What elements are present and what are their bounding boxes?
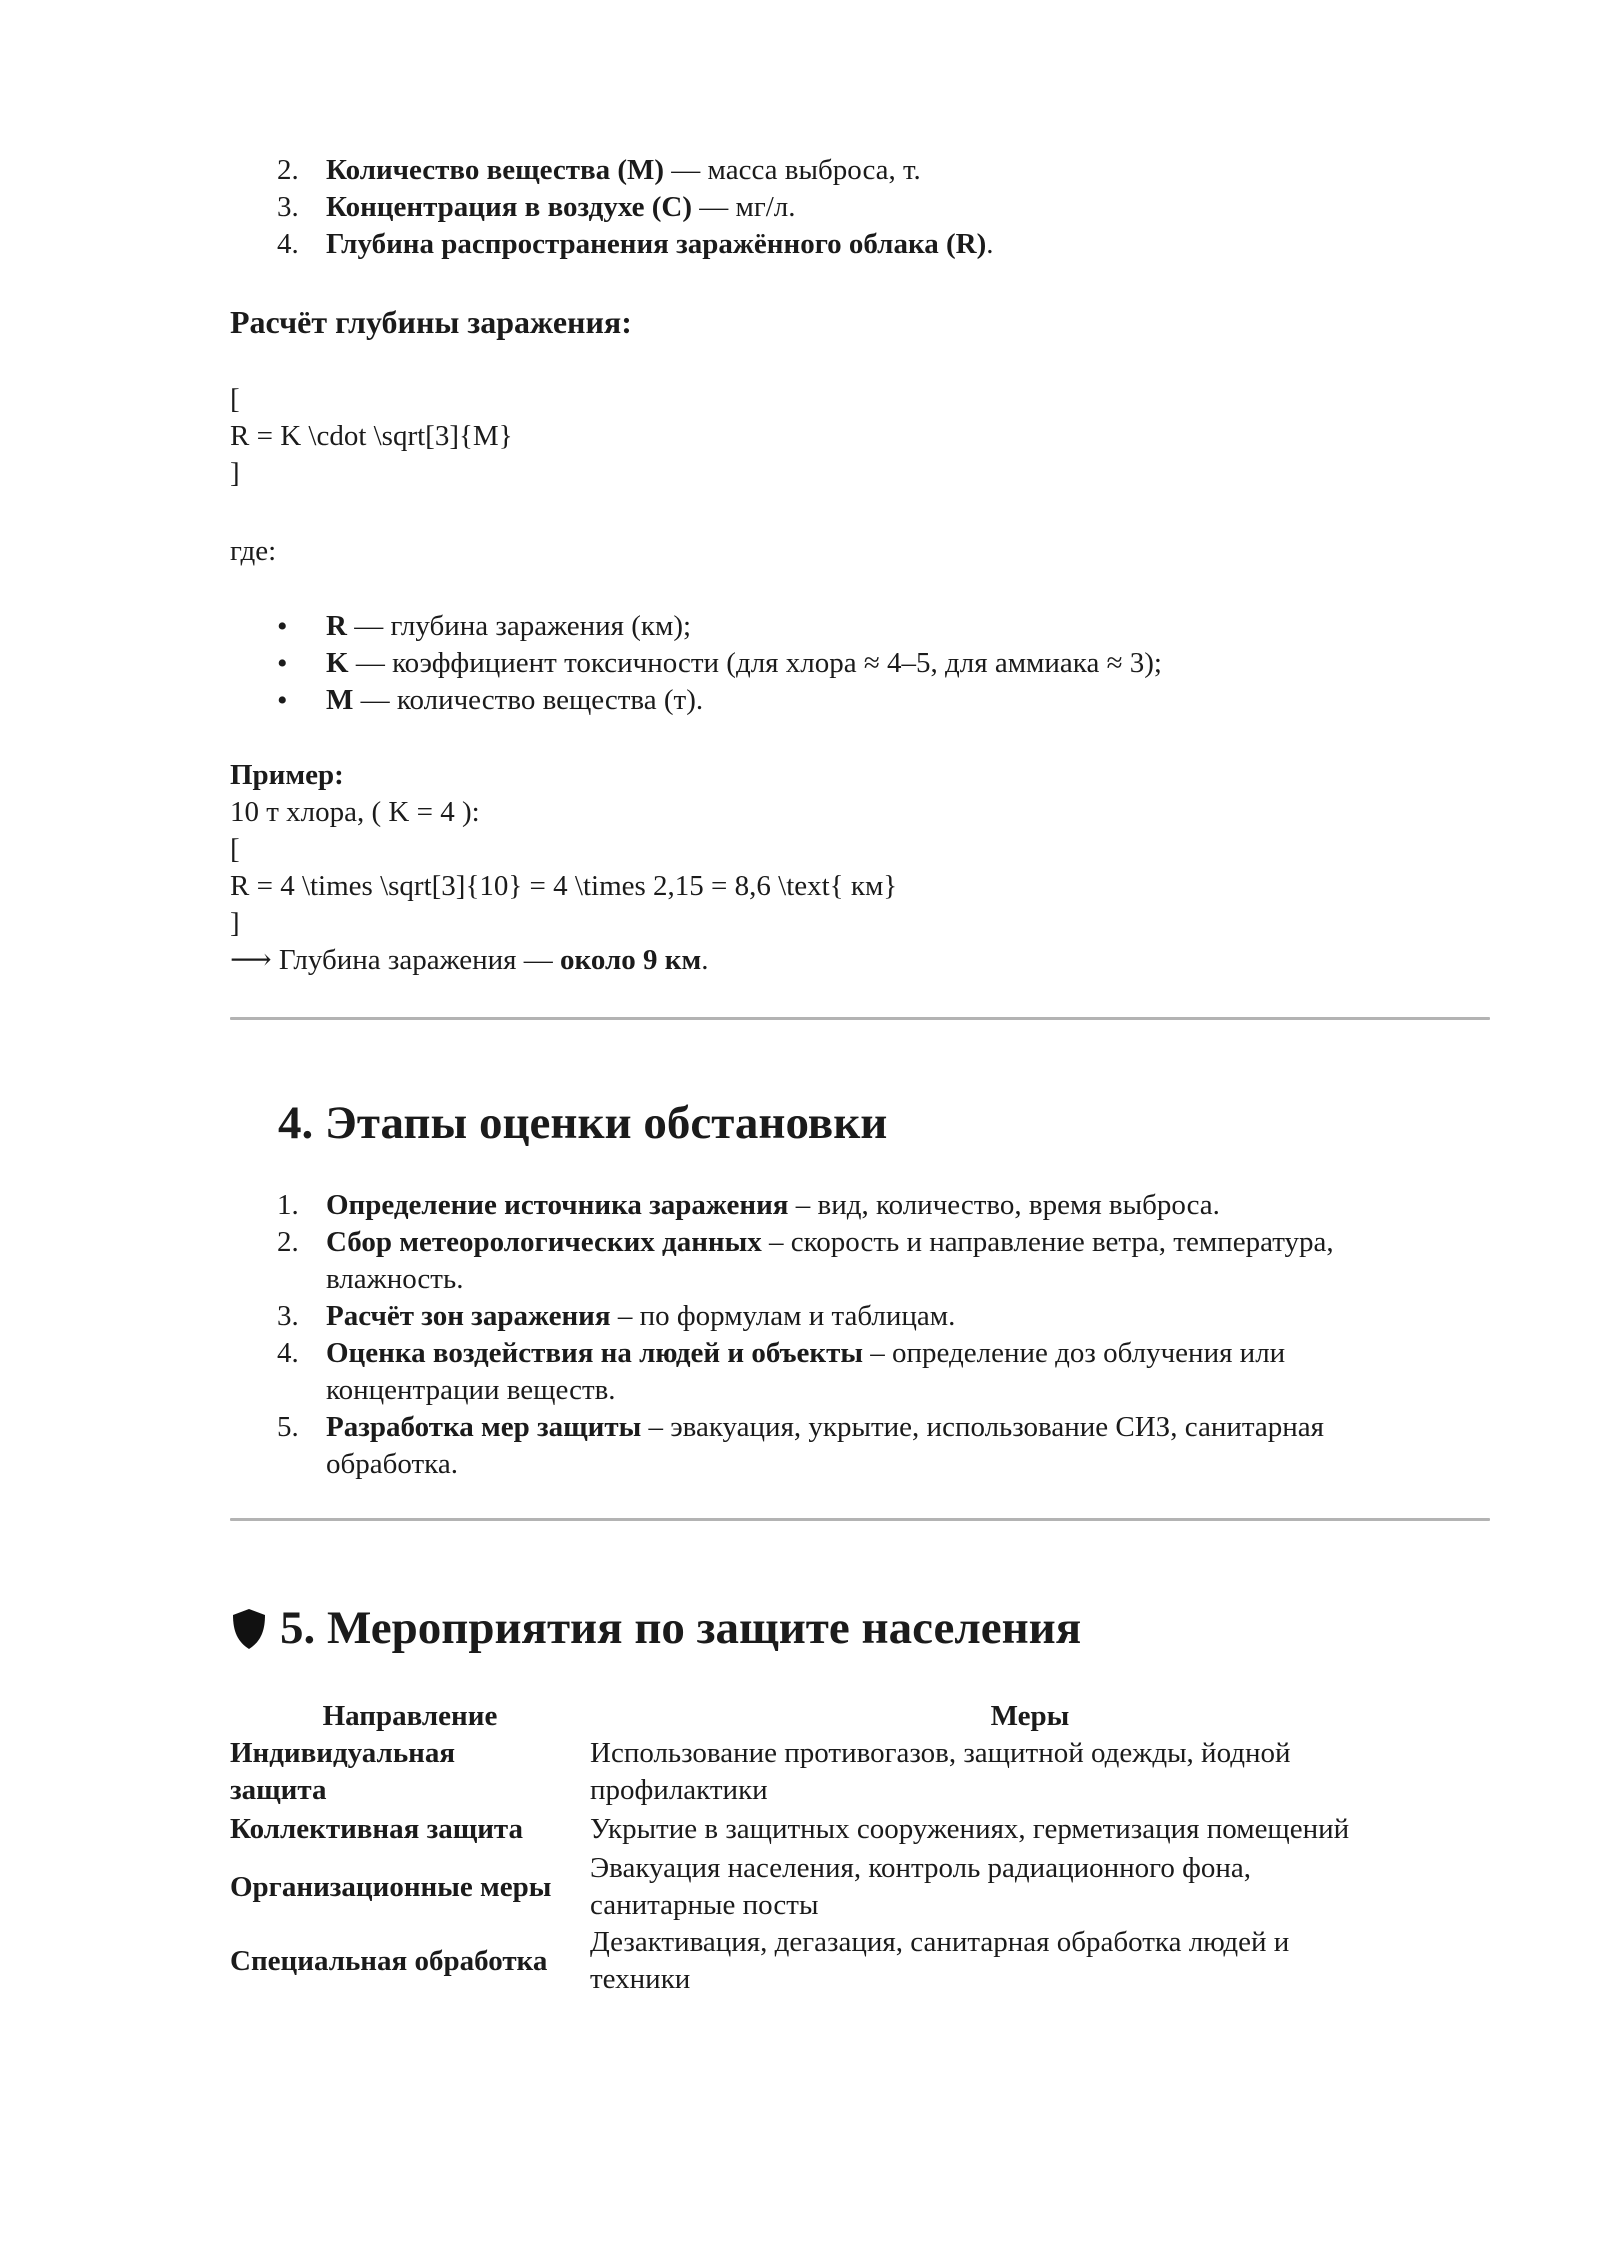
direction-cell: Коллективная защита <box>230 1813 524 1845</box>
item-text: – определение доз облучения или <box>862 1337 1286 1369</box>
measures-cell: Дезактивация, дегазация, санитарная обработка людей и техники <box>590 1926 1290 1995</box>
divider <box>230 1518 1490 1521</box>
example-formula: R = 4 \times \sqrt[3]{10} = 4 \times 2,15 = 8,6 \text{ км} <box>230 870 898 902</box>
item-text-continued: концентрации веществ. <box>326 1374 616 1406</box>
example-block <box>230 757 897 979</box>
formula-open-bracket: [ <box>230 383 240 415</box>
item-text: — глубина заражения (км); <box>346 610 692 642</box>
protection-measures-table <box>230 1697 1470 1998</box>
example-line: 10 т хлора, ( K = 4 ): <box>230 796 480 828</box>
example-close-bracket: ] <box>230 907 240 939</box>
list-item <box>230 226 993 263</box>
item-term: M <box>326 684 354 716</box>
list-item <box>230 645 1162 682</box>
example-result-value: около 9 км <box>560 944 702 976</box>
list-item <box>230 152 993 189</box>
item-number: 4. <box>277 228 299 260</box>
where-label: где: <box>230 535 277 567</box>
item-term: R <box>326 610 347 642</box>
item-text: — коэффициент токсичности (для хлора ≈ 4–5, для аммиака ≈ 3); <box>348 647 1162 679</box>
divider <box>230 1017 1490 1020</box>
table-row <box>230 1850 1470 1924</box>
item-number: 1. <box>277 1189 299 1221</box>
table-row <box>230 1809 1470 1850</box>
variables-list <box>230 608 1162 719</box>
item-term: Глубина распространения заражённого облака (R) <box>326 228 987 260</box>
item-text: – скорость и направление ветра, температура, <box>761 1226 1334 1258</box>
list-item <box>230 1298 1334 1335</box>
item-term: Оценка воздействия на людей и объекты <box>326 1337 863 1369</box>
item-number: 4. <box>277 1337 299 1369</box>
item-number: 5. <box>277 1411 299 1443</box>
item-term: Концентрация в воздухе (C) <box>326 191 692 223</box>
list-item <box>230 1224 1334 1298</box>
item-text: – по формулам и таблицам. <box>610 1300 956 1332</box>
item-term: K <box>326 647 349 679</box>
table-row <box>230 1735 1470 1809</box>
item-text: – эвакуация, укрытие, использование СИЗ, санитарная <box>641 1411 1324 1443</box>
list-item <box>230 608 1162 645</box>
list-item <box>230 1409 1334 1483</box>
calc-heading: Расчёт глубины заражения: <box>230 304 632 340</box>
item-term: Количество вещества (M) <box>326 154 665 186</box>
measures-cell: Укрытие в защитных сооружениях, герметизация помещений <box>590 1813 1350 1845</box>
assessment-steps-list <box>230 1187 1334 1483</box>
item-term: Расчёт зон заражения <box>326 1300 611 1332</box>
bullet-icon: • <box>277 684 288 717</box>
item-number: 2. <box>277 154 299 186</box>
formula-text: R = K \cdot \sqrt[3]{M} <box>230 420 513 452</box>
column-header-direction: Направление <box>322 1699 498 1732</box>
item-number: 3. <box>277 191 299 223</box>
section-5-heading <box>230 1600 1081 1656</box>
item-text: – вид, количество, время выброса. <box>788 1189 1220 1221</box>
bullet-icon: • <box>277 610 288 643</box>
section-4-title: 4. Этапы оценки обстановки <box>278 1097 888 1149</box>
item-text-continued: обработка. <box>326 1448 458 1480</box>
item-number: 3. <box>277 1300 299 1332</box>
section-5-title: 5. Мероприятия по защите населения <box>280 1602 1082 1654</box>
bullet-icon: • <box>277 647 288 680</box>
example-label: Пример: <box>230 759 344 791</box>
item-text: . <box>986 228 994 260</box>
direction-cell: Специальная обработка <box>230 1944 548 1977</box>
item-term: Разработка мер защиты <box>326 1411 642 1443</box>
table-header-row <box>230 1697 1470 1735</box>
column-header-measures: Меры <box>990 1699 1070 1732</box>
item-text: — количество вещества (т). <box>353 684 704 716</box>
item-text: — масса выброса, т. <box>664 154 921 186</box>
table-row <box>230 1924 1470 1998</box>
list-item <box>230 189 993 226</box>
direction-cell: Организационные меры <box>230 1870 552 1903</box>
item-term: Сбор метеорологических данных <box>326 1226 762 1258</box>
formula-block <box>230 381 513 492</box>
formula-close-bracket: ] <box>230 457 240 489</box>
item-term: Определение источника заражения <box>326 1189 789 1221</box>
measures-cell: Эвакуация населения, контроль радиационного фона, санитарные посты <box>590 1852 1252 1921</box>
list-item <box>230 1335 1334 1409</box>
item-text-continued: влажность. <box>326 1263 464 1295</box>
direction-cell: Индивидуальная защита <box>230 1737 456 1806</box>
list-item <box>230 1187 1334 1224</box>
item-text: — мг/л. <box>692 191 796 223</box>
example-open-bracket: [ <box>230 833 240 865</box>
shield-icon <box>230 1607 268 1649</box>
measures-cell: Использование противогазов, защитной одежды, йодной профилактики <box>590 1737 1291 1806</box>
item-number: 2. <box>277 1226 299 1258</box>
example-result: ⟶ Глубина заражения — около 9 км. <box>230 944 709 976</box>
parameters-list <box>230 152 993 263</box>
list-item <box>230 682 1162 719</box>
